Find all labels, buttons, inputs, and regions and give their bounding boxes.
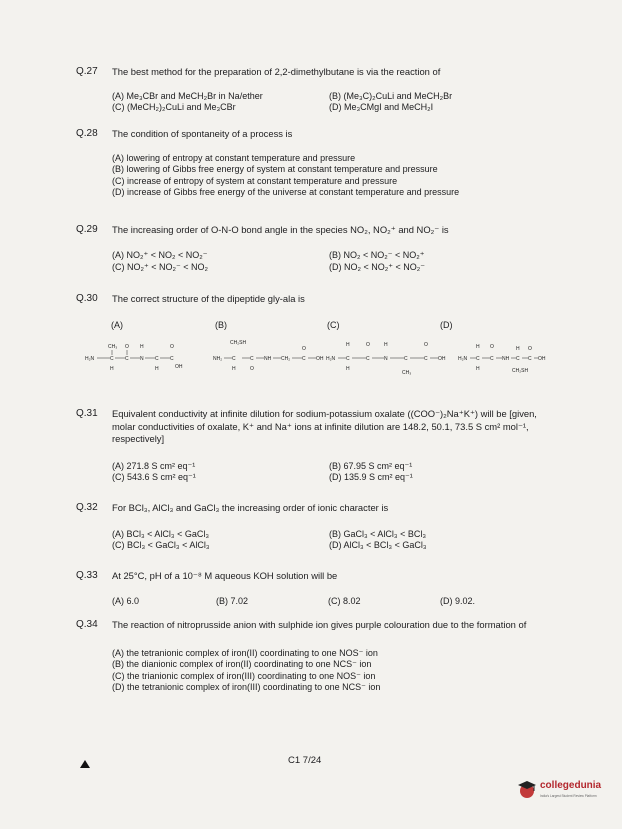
svg-text:CH₃: CH₃ bbox=[402, 370, 412, 376]
svg-text:H: H bbox=[140, 344, 144, 350]
svg-text:C: C bbox=[366, 356, 370, 362]
option-b-label: (B) bbox=[215, 320, 227, 330]
question-text: Equivalent conductivity at infinite dilution for sodium-potassium oxalate ((COO⁻)₂Na⁺K⁺) will be [given, molar conductivities of oxalate, K⁺ and Na⁺ ions at infinite dilution are 148.2, 50.1, 73.5 S cm² mol⁻¹, respectively] bbox=[112, 408, 537, 444]
question-32 bbox=[76, 502, 552, 554]
option-c: (C) 543.6 S cm² eq⁻¹ bbox=[112, 471, 196, 482]
logo-name: collegedunia bbox=[540, 780, 602, 791]
question-text: The best method for the preparation of 2,2-dimethylbutane is via the reaction of bbox=[112, 66, 441, 77]
option-c: (C) NO₂⁺ < NO₂⁻ < NO₂ bbox=[112, 261, 208, 272]
option-c: (C) increase of entropy of system at constant temperature and pressure bbox=[112, 175, 398, 186]
svg-text:H₂N: H₂N bbox=[458, 356, 468, 362]
option-c-label: (C) bbox=[327, 320, 340, 330]
option-b: (B) 7.02 bbox=[216, 595, 249, 606]
option-d: (D) Me₃CMgI and MeCH₂I bbox=[329, 101, 434, 112]
question-29 bbox=[76, 224, 552, 275]
triangle-marker-icon bbox=[80, 760, 90, 768]
svg-text:H: H bbox=[110, 366, 114, 372]
svg-text:N: N bbox=[140, 356, 144, 362]
svg-text:H: H bbox=[155, 366, 159, 372]
option-c: (C) 8.02 bbox=[328, 595, 361, 606]
svg-text:C: C bbox=[250, 356, 254, 362]
options bbox=[112, 460, 552, 486]
structure-d bbox=[458, 344, 546, 374]
svg-text:O: O bbox=[302, 346, 306, 352]
question-30 bbox=[76, 293, 552, 306]
question-33 bbox=[76, 570, 552, 609]
svg-text:O: O bbox=[170, 344, 174, 350]
svg-text:O: O bbox=[250, 366, 254, 372]
question-31 bbox=[76, 408, 552, 486]
svg-text:H: H bbox=[516, 346, 520, 352]
options bbox=[112, 595, 552, 609]
question-text: For BCl₃, AlCl₃ and GaCl₃ the increasing order of ionic character is bbox=[112, 502, 389, 513]
svg-text:C: C bbox=[528, 356, 532, 362]
svg-text:H₂N: H₂N bbox=[326, 356, 336, 362]
question-number: Q.29 bbox=[76, 224, 98, 235]
svg-text:NH: NH bbox=[264, 356, 272, 362]
svg-text:H: H bbox=[384, 342, 388, 348]
svg-text:C: C bbox=[346, 356, 350, 362]
svg-text:C: C bbox=[110, 356, 114, 362]
option-a: (A) Me₃CBr and MeCH₂Br in Na/ether bbox=[112, 90, 263, 101]
question-number: Q.31 bbox=[76, 408, 98, 419]
svg-text:H: H bbox=[476, 344, 480, 350]
structure-c bbox=[326, 342, 446, 376]
svg-text:O: O bbox=[528, 346, 532, 352]
question-number: Q.34 bbox=[76, 619, 98, 630]
svg-text:C: C bbox=[424, 356, 428, 362]
option-d: (D) 135.9 S cm² eq⁻¹ bbox=[329, 471, 413, 482]
svg-text:C: C bbox=[125, 356, 129, 362]
option-d: (D) AlCl₃ < BCl₃ < GaCl₃ bbox=[329, 539, 427, 550]
option-d: (D) NO₂ < NO₂⁺ < NO₂⁻ bbox=[329, 261, 425, 272]
svg-text:OH: OH bbox=[438, 356, 446, 362]
page-number: C1 7/24 bbox=[288, 755, 322, 766]
question-text: The increasing order of O-N-O bond angle in the species NO₂, NO₂⁺ and NO₂⁻ is bbox=[112, 224, 449, 235]
svg-text:N: N bbox=[384, 356, 388, 362]
option-d: (D) increase of Gibbs free energy of the universe at constant temperature and pressure bbox=[112, 187, 460, 197]
svg-text:CH₂: CH₂ bbox=[281, 356, 291, 362]
option-b: (B) the dianionic complex of iron(II) coordinating to one NCS⁻ ion bbox=[112, 659, 372, 669]
svg-text:O: O bbox=[125, 344, 129, 350]
svg-text:O: O bbox=[366, 342, 370, 348]
svg-text:C: C bbox=[155, 356, 159, 362]
option-b: (B) (Me₃C)₂CuLi and MeCH₂Br bbox=[329, 90, 453, 101]
option-b: (B) lowering of Gibbs free energy of system at constant temperature and pressure bbox=[112, 164, 438, 174]
option-c: (C) the trianionic complex of iron(III) coordinating to one NOS⁻ ion bbox=[112, 670, 376, 681]
structure-a bbox=[85, 344, 183, 372]
options bbox=[112, 90, 552, 116]
svg-text:C: C bbox=[476, 356, 480, 362]
question-28 bbox=[76, 128, 552, 199]
structure-b bbox=[213, 340, 324, 372]
svg-text:H: H bbox=[346, 366, 350, 372]
question-text: The correct structure of the dipeptide gly-ala is bbox=[112, 293, 305, 304]
svg-text:OH: OH bbox=[316, 356, 324, 362]
question-number: Q.30 bbox=[76, 293, 98, 304]
svg-text:NH₂: NH₂ bbox=[213, 356, 223, 362]
option-d: (D) the tetranionic complex of iron(III) coordinating to one NCS⁻ ion bbox=[112, 682, 381, 692]
question-text: The condition of spontaneity of a process is bbox=[112, 128, 293, 139]
option-a: (A) NO₂⁺ < NO₂ < NO₂⁻ bbox=[112, 249, 208, 260]
svg-text:NH: NH bbox=[502, 356, 510, 362]
svg-text:C: C bbox=[516, 356, 520, 362]
option-a: (A) BCl₃ < AlCl₃ < GaCl₃ bbox=[112, 528, 210, 539]
option-a: (A) 6.0 bbox=[112, 595, 140, 606]
options bbox=[112, 153, 552, 199]
svg-text:CH₃: CH₃ bbox=[108, 344, 118, 350]
options bbox=[112, 249, 552, 275]
option-c: (C) (MeCH₂)₂CuLi and Me₃CBr bbox=[112, 101, 236, 112]
svg-text:C: C bbox=[170, 356, 174, 362]
option-a: (A) lowering of entropy at constant temperature and pressure bbox=[112, 152, 356, 163]
collegedunia-logo bbox=[516, 776, 616, 816]
svg-text:C: C bbox=[232, 356, 236, 362]
svg-text:C: C bbox=[404, 356, 408, 362]
options bbox=[112, 648, 552, 694]
svg-text:C: C bbox=[302, 356, 306, 362]
svg-text:C: C bbox=[490, 356, 494, 362]
svg-text:H₂N: H₂N bbox=[85, 356, 95, 362]
svg-text:O: O bbox=[424, 342, 428, 348]
question-number: Q.27 bbox=[76, 66, 98, 77]
option-a: (A) the tetranionic complex of iron(II) coordinating to one NOS⁻ ion bbox=[112, 647, 378, 658]
question-34 bbox=[76, 619, 552, 694]
option-a-label: (A) bbox=[111, 320, 123, 330]
svg-text:H: H bbox=[232, 366, 236, 372]
svg-text:CH₂SH: CH₂SH bbox=[230, 340, 247, 346]
graduation-cap-icon bbox=[516, 778, 538, 800]
option-d: (D) 9.02. bbox=[440, 595, 476, 606]
logo-tagline: India's Largest Student Review Platform bbox=[540, 794, 597, 798]
svg-text:H: H bbox=[346, 342, 350, 348]
svg-text:OH: OH bbox=[175, 364, 183, 370]
option-c: (C) BCl₃ < GaCl₃ < AlCl₃ bbox=[112, 539, 210, 550]
question-number: Q.33 bbox=[76, 570, 98, 581]
svg-text:OH: OH bbox=[538, 356, 546, 362]
option-a: (A) 271.8 S cm² eq⁻¹ bbox=[112, 460, 196, 471]
svg-text:CH₂SH: CH₂SH bbox=[512, 368, 529, 374]
option-b: (B) GaCl₃ < AlCl₃ < BCl₃ bbox=[329, 528, 427, 539]
dipeptide-structures bbox=[80, 336, 550, 388]
svg-text:H: H bbox=[476, 366, 480, 372]
question-text: At 25°C, pH of a 10⁻⁸ M aqueous KOH solution will be bbox=[112, 570, 338, 581]
question-number: Q.28 bbox=[76, 128, 98, 139]
options bbox=[112, 528, 552, 554]
question-text: The reaction of nitroprusside anion with sulphide ion gives purple colouration due to the formation of bbox=[112, 619, 527, 630]
question-number: Q.32 bbox=[76, 502, 98, 513]
svg-text:O: O bbox=[490, 344, 494, 350]
option-d-label: (D) bbox=[440, 320, 453, 330]
question-27 bbox=[76, 66, 552, 116]
option-b: (B) 67.95 S cm² eq⁻¹ bbox=[329, 460, 413, 471]
option-b: (B) NO₂ < NO₂⁻ < NO₂⁺ bbox=[329, 249, 425, 260]
